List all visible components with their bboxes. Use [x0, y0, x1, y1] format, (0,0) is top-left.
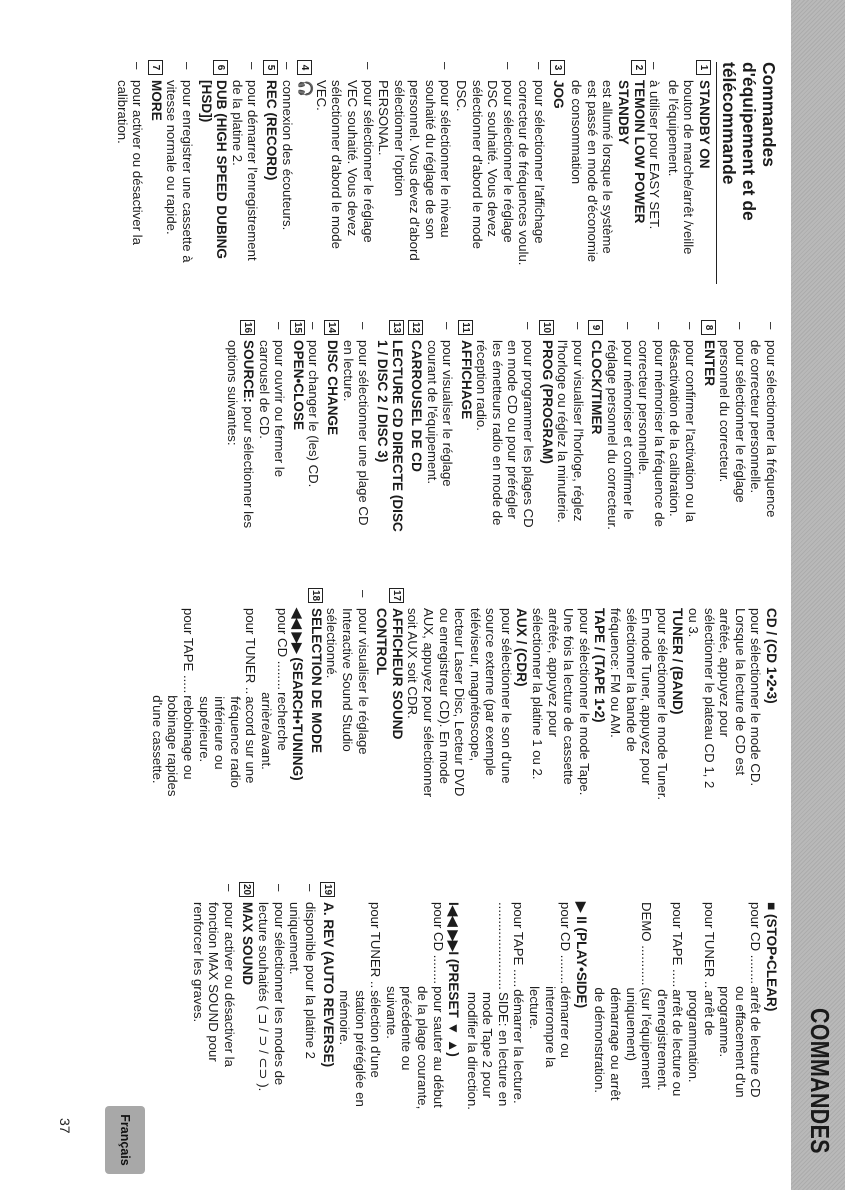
- entry-heading: MORE: [148, 80, 164, 121]
- list-item: – pour sélectionner le réglage VEC souhaité. Vous devez sélectionner d'abord le mode VEC.: [313, 62, 376, 249]
- entry-number: 11: [458, 320, 473, 335]
- list-item: – disponible pour la platine 2 uniquement.: [287, 884, 318, 1059]
- row-key: pour TUNER ..: [368, 902, 384, 989]
- table-row: [383, 884, 445, 1112]
- list-item-text: pour visualiser le réglage Interactive Sound Studio sélectionné.: [324, 608, 371, 755]
- entry-number: 6: [213, 60, 228, 75]
- list-item: – pour sélectionner le réglage DSC souhaité. Vous devez sélectionner d'abord le mode DSC.: [454, 62, 516, 249]
- entry-sound-control: [374, 590, 405, 802]
- entry-heading: DISC CHANGE: [324, 340, 340, 436]
- row-key: pour CD ........: [430, 902, 446, 985]
- list-item-text: pour activer ou désactiver la calibration.: [114, 80, 146, 245]
- entry-jog: [550, 62, 566, 270]
- list-item: – pour démarrer l'enregistrement de la platine 2.: [229, 62, 261, 261]
- entry-heading: CLOCK/TIMER: [589, 340, 605, 435]
- row-key: pour TAPE .....: [511, 902, 527, 988]
- list-item: – à utiliser pour EASY SET.: [647, 62, 663, 230]
- sub-text: pour sélectionner le mode Tape. Une fois la lecture de cassette arrêtée, appuyez pour sélectionner la platine 1 ou 2.: [530, 608, 592, 796]
- entry-heading: ENTER: [701, 340, 717, 387]
- table-row: [149, 590, 196, 802]
- table-row: [464, 884, 511, 1112]
- entry-number: 4: [297, 60, 312, 75]
- row-value: arrêt de lecture ou d'enregistrement.: [654, 989, 686, 1097]
- entry-carrousel: [408, 322, 424, 532]
- entry-number: 14: [325, 321, 337, 334]
- row-key: DEMO ...........: [639, 902, 655, 986]
- entry-number: 10: [540, 321, 552, 334]
- entry-heading: SELECTION DE MODE: [308, 608, 324, 754]
- row-key: ........................: [495, 902, 511, 990]
- section-title: Commandes d'équipement et de télécommande: [719, 62, 779, 221]
- row-value: démarrer la lecture.: [511, 989, 527, 1104]
- language-tab: Français: [105, 1106, 145, 1174]
- entry-number: 19: [322, 883, 334, 896]
- list-item: – pour ouvrir ou fermer le carrousel de CD.: [256, 322, 288, 478]
- list-item: – pour changer le (les) CD.: [306, 322, 322, 488]
- entry-dub: [198, 62, 229, 270]
- entry-affichage: [458, 322, 474, 532]
- table-row: [336, 884, 383, 1112]
- entry-text: bouton de marche/arrêt /veille de l'équipement.: [665, 80, 697, 255]
- entry-open-close: [290, 322, 306, 532]
- entry-number: 2: [631, 60, 646, 75]
- list-item: – pour sélectionner le réglage personnel du correcteur.: [717, 322, 748, 503]
- table-row: [685, 884, 716, 1112]
- sub-heading: ◀◀ ▶▶ (SEARCH•TUNING): [290, 608, 306, 781]
- section-rule: [716, 62, 717, 284]
- list-item-text: pour activer ou désactiver la fonction MAX SOUND pour renforcer les graves.: [190, 902, 237, 1067]
- entry-headphones: [298, 62, 314, 270]
- row-value: pour sauter au début de la plage courante, précédente ou suivante.: [383, 986, 446, 1110]
- sub-heading: AUX / (CDR): [514, 608, 530, 687]
- row-key: pour TAPE .....: [670, 902, 686, 988]
- sub-heading: TAPE / (TAPE 1•2): [592, 608, 608, 723]
- row-value: recherche arrière/avant.: [259, 692, 290, 770]
- row-value: arrêt de programmation.: [686, 990, 717, 1083]
- entry-heading: STANDBY ON: [697, 80, 712, 169]
- list-item-text: pour sélectionner l'affichage correcteur de fréquences voulu.: [516, 80, 548, 266]
- list-item: – pour sélectionner l'affichage correcteur de fréquences voulu.: [516, 62, 548, 266]
- list-item: – pour confirmer l'activation ou la désactivation de la calibration.: [667, 322, 699, 523]
- headphones-icon: 🎧: [298, 80, 314, 97]
- list-item: – pour activer ou désactiver la fonction MAX SOUND pour renforcer les graves.: [190, 884, 237, 1067]
- row-key: pour TAPE .....: [181, 608, 197, 694]
- entry-heading: TEMOIN LOW POWER STANDBY: [616, 80, 647, 224]
- list-item: – pour visualiser l'horloge, réglez l'horloge ou réglez la minuterie.: [555, 322, 586, 523]
- list-item: – pour programmer les plages CD en mode CD ou pour prérégler les émetteurs radio en mode de réception radio.: [474, 322, 537, 528]
- list-item-text: pour visualiser le réglage courant de l'équipement.: [424, 340, 456, 487]
- entry-heading: AFFICHEUR SOUND CONTROL: [374, 608, 405, 740]
- page-title: COMMANDES: [805, 1008, 835, 1154]
- entry-number: 7: [148, 60, 163, 75]
- table-row: [258, 590, 289, 802]
- table-row: [527, 884, 574, 1112]
- row-key: pour CD ........: [748, 902, 764, 985]
- list-item-text: pour sélectionner une plage CD en lecture.: [340, 340, 372, 526]
- sub-heading: ▶ II (PLAY•SIDE): [573, 902, 589, 1009]
- column-2: [222, 322, 779, 532]
- list-item-text: pour sélectionner le réglage DSC souhaité. Vous devez sélectionner d'abord le mode DSC.: [454, 80, 516, 249]
- sub-text: pour sélectionner le son d'une source externe (par exemple téléviseur, magnétoscope, lecteur Laser Disc, Lecteur DVD ou enregistreur CD). En mode AUX, appuyez pour sélectionner soit AUX soit CDR.: [405, 608, 514, 798]
- column-3: [149, 590, 779, 802]
- list-item-text: pour sélectionner le niveau souhaité du réglage de son personnel. Vous devez d'abord sélectionner l'option PERSONAL.: [376, 80, 454, 261]
- entry-low-power: [569, 62, 647, 270]
- entry-heading: PROG (PROGRAM): [539, 340, 555, 464]
- entry-auto-reverse: [321, 884, 337, 1112]
- list-item-text: pour ouvrir ou fermer le carrousel de CD.: [256, 340, 288, 478]
- entry-heading: A. REV (AUTO REVERSE): [321, 902, 337, 1068]
- entry-heading: DUB (HIGH SPEED DUBING [HSD]): [198, 80, 230, 259]
- row-key: pour CD ........: [274, 608, 290, 691]
- row-value: accord sur une fréquence radio inférieure ou supérieure.: [196, 696, 259, 788]
- row-value: (sur l'équipement uniquement) démarrage ou arrêt de démonstration.: [592, 987, 655, 1101]
- entry-heading: SOURCE:: [241, 340, 256, 403]
- sub-heading: CD / (CD 1•2•3): [764, 608, 779, 704]
- sub-text: pour sélectionner le mode CD. Lorsque la lecture de CD est arrêtée, appuyez pour sélectionner le plateau CD 1, 2 ou 3.: [686, 608, 764, 789]
- list-item: – pour visualiser le réglage courant de l'équipement.: [424, 322, 456, 487]
- list-item-text: pour confirmer l'activation ou la désactivation de la calibration.: [667, 340, 699, 523]
- entry-max-sound: [240, 884, 256, 1112]
- entry-rec: [263, 62, 279, 270]
- list-item-text: pour programmer les plages CD en mode CD ou pour prérégler les émetteurs radio en mode de réception radio.: [474, 340, 537, 528]
- list-item: – pour sélectionner la fréquence de correcteur personnelle.: [748, 322, 779, 518]
- entry-lecture-cd: [374, 322, 405, 532]
- row-value: arrêt de lecture CD ou effacement d'un programme.: [717, 986, 764, 1098]
- column-1: [114, 62, 779, 270]
- list-item-text: pour visualiser l'horloge, réglez l'horloge ou réglez la minuterie.: [555, 340, 586, 523]
- entry-heading: OPEN•CLOSE: [290, 340, 306, 431]
- sub-heading: I◀◀ ▶▶I (PRESET ▼ ▲): [446, 902, 462, 1057]
- list-item: – pour mémoriser et confirmer le réglage personnel du correcteur.: [605, 322, 636, 530]
- row-value: SIDE: en lecture en mode Tape 2 pour modifier la direction.: [464, 991, 511, 1110]
- list-item-text: pour démarrer l'enregistrement de la platine 2.: [229, 80, 261, 261]
- list-item-text: pour changer le (les) CD.: [306, 340, 322, 488]
- entry-more: [148, 62, 164, 270]
- entry-number: 16: [242, 321, 253, 334]
- entry-prog: [539, 322, 555, 532]
- entry-heading: JOG: [550, 80, 566, 109]
- list-item: – pour enregistrer une cassette à vitesse normale ou rapide.: [164, 62, 195, 263]
- list-item-text: connexion des écouteurs.: [279, 80, 295, 231]
- table-row: [592, 884, 654, 1112]
- list-item-text: pour sélectionner le réglage VEC souhaité. Vous devez sélectionner d'abord le mode VEC.: [313, 80, 376, 249]
- list-item-text: à utiliser pour EASY SET.: [647, 80, 663, 230]
- row-key: pour TUNER ..: [701, 902, 717, 989]
- entry-number: 9: [588, 320, 603, 335]
- list-item-text: pour enregistrer une cassette à vitesse normale ou rapide.: [164, 80, 195, 263]
- list-item-text: pour mémoriser la fréquence de correcteur personnelle.: [636, 340, 667, 527]
- table-row: [717, 884, 764, 1112]
- row-key: pour TUNER ..: [243, 608, 259, 695]
- list-item-text: pour sélectionner le réglage personnel du correcteur.: [717, 340, 748, 503]
- header-band: [791, 0, 845, 1190]
- entry-number: 15: [291, 321, 303, 334]
- entry-disc-change: [324, 322, 340, 532]
- page-number: 37: [57, 1118, 73, 1134]
- entry-number: 18: [309, 589, 321, 602]
- entry-heading: MAX SOUND: [240, 902, 256, 986]
- sub-heading: TUNER / (BAND): [670, 608, 686, 715]
- sub-text: pour sélectionner le mode Tuner. En mode Tuner, appuyez pour sélectionner la bande de fréquence: FM ou AM.: [608, 608, 670, 801]
- list-item-text: disponible pour la platine 2 uniquement.: [287, 902, 318, 1059]
- entry-standby-on: [665, 62, 712, 270]
- column-4: [190, 884, 779, 1112]
- entry-number: 12: [409, 321, 421, 334]
- list-item: – pour mémoriser la fréquence de correcteur personnelle.: [636, 322, 667, 527]
- row-value: rebobinage ou bobinage rapides d'une cassette.: [149, 695, 197, 797]
- entry-number: 3: [550, 60, 565, 75]
- table-row: [654, 884, 685, 1112]
- sub-heading: ■ (STOP•CLEAR): [764, 902, 779, 1012]
- table-row: [196, 590, 258, 802]
- list-item: – pour sélectionner les modes de lecture souhaités ( ⊐ / ⊃ / ⊂⊃ ).: [256, 884, 287, 1092]
- entry-heading: CARROUSEL DE CD: [408, 340, 424, 472]
- entry-text: est allumé lorsque le système est passé en mode d'économie de consommation: [569, 80, 616, 263]
- entry-enter: [701, 322, 717, 532]
- entry-selection-mode: [308, 590, 324, 802]
- entry-number: 20: [241, 883, 253, 896]
- entry-number: 17: [390, 589, 402, 602]
- row-value: démarrer ou interrompre la lecture.: [527, 986, 574, 1068]
- entry-heading: REC (RECORD): [263, 80, 279, 181]
- list-item: – pour sélectionner le niveau souhaité du réglage de son personnel. Vous devez d'abord sélectionner l'option PERSONAL.: [376, 62, 454, 261]
- entry-clock-timer: [589, 322, 605, 532]
- entry-number: 1: [696, 60, 711, 75]
- list-item: – pour sélectionner une plage CD en lecture.: [340, 322, 372, 526]
- list-item-text: pour sélectionner la fréquence de correcteur personnelle.: [748, 340, 779, 518]
- row-value: sélection d'une station préréglée en mémoire.: [336, 990, 384, 1107]
- entry-number: 5: [263, 60, 278, 75]
- entry-heading: AFFICHAGE: [458, 340, 474, 420]
- entry-source: [225, 322, 256, 532]
- list-item: – connexion des écouteurs.: [279, 62, 295, 231]
- table-row: [511, 884, 527, 1112]
- list-item: – pour activer ou désactiver la calibration.: [114, 62, 146, 245]
- list-item: – pour visualiser le réglage Interactive Sound Studio sélectionné.: [324, 590, 371, 755]
- row-key: pour CD ........: [558, 902, 574, 985]
- list-item-text: pour mémoriser et confirmer le réglage personnel du correcteur.: [605, 340, 636, 530]
- entry-text: pour sélectionner les options suivantes:: [225, 340, 256, 529]
- list-item-text: pour sélectionner les modes de lecture souhaités ( ⊐ / ⊃ / ⊂⊃ ).: [256, 902, 287, 1092]
- entry-number: 13: [391, 321, 403, 334]
- entry-number: 8: [701, 320, 716, 335]
- entry-heading: LECTURE CD DIRECTE (DISC 1 / DISC 2 / DISC 3): [374, 340, 406, 532]
